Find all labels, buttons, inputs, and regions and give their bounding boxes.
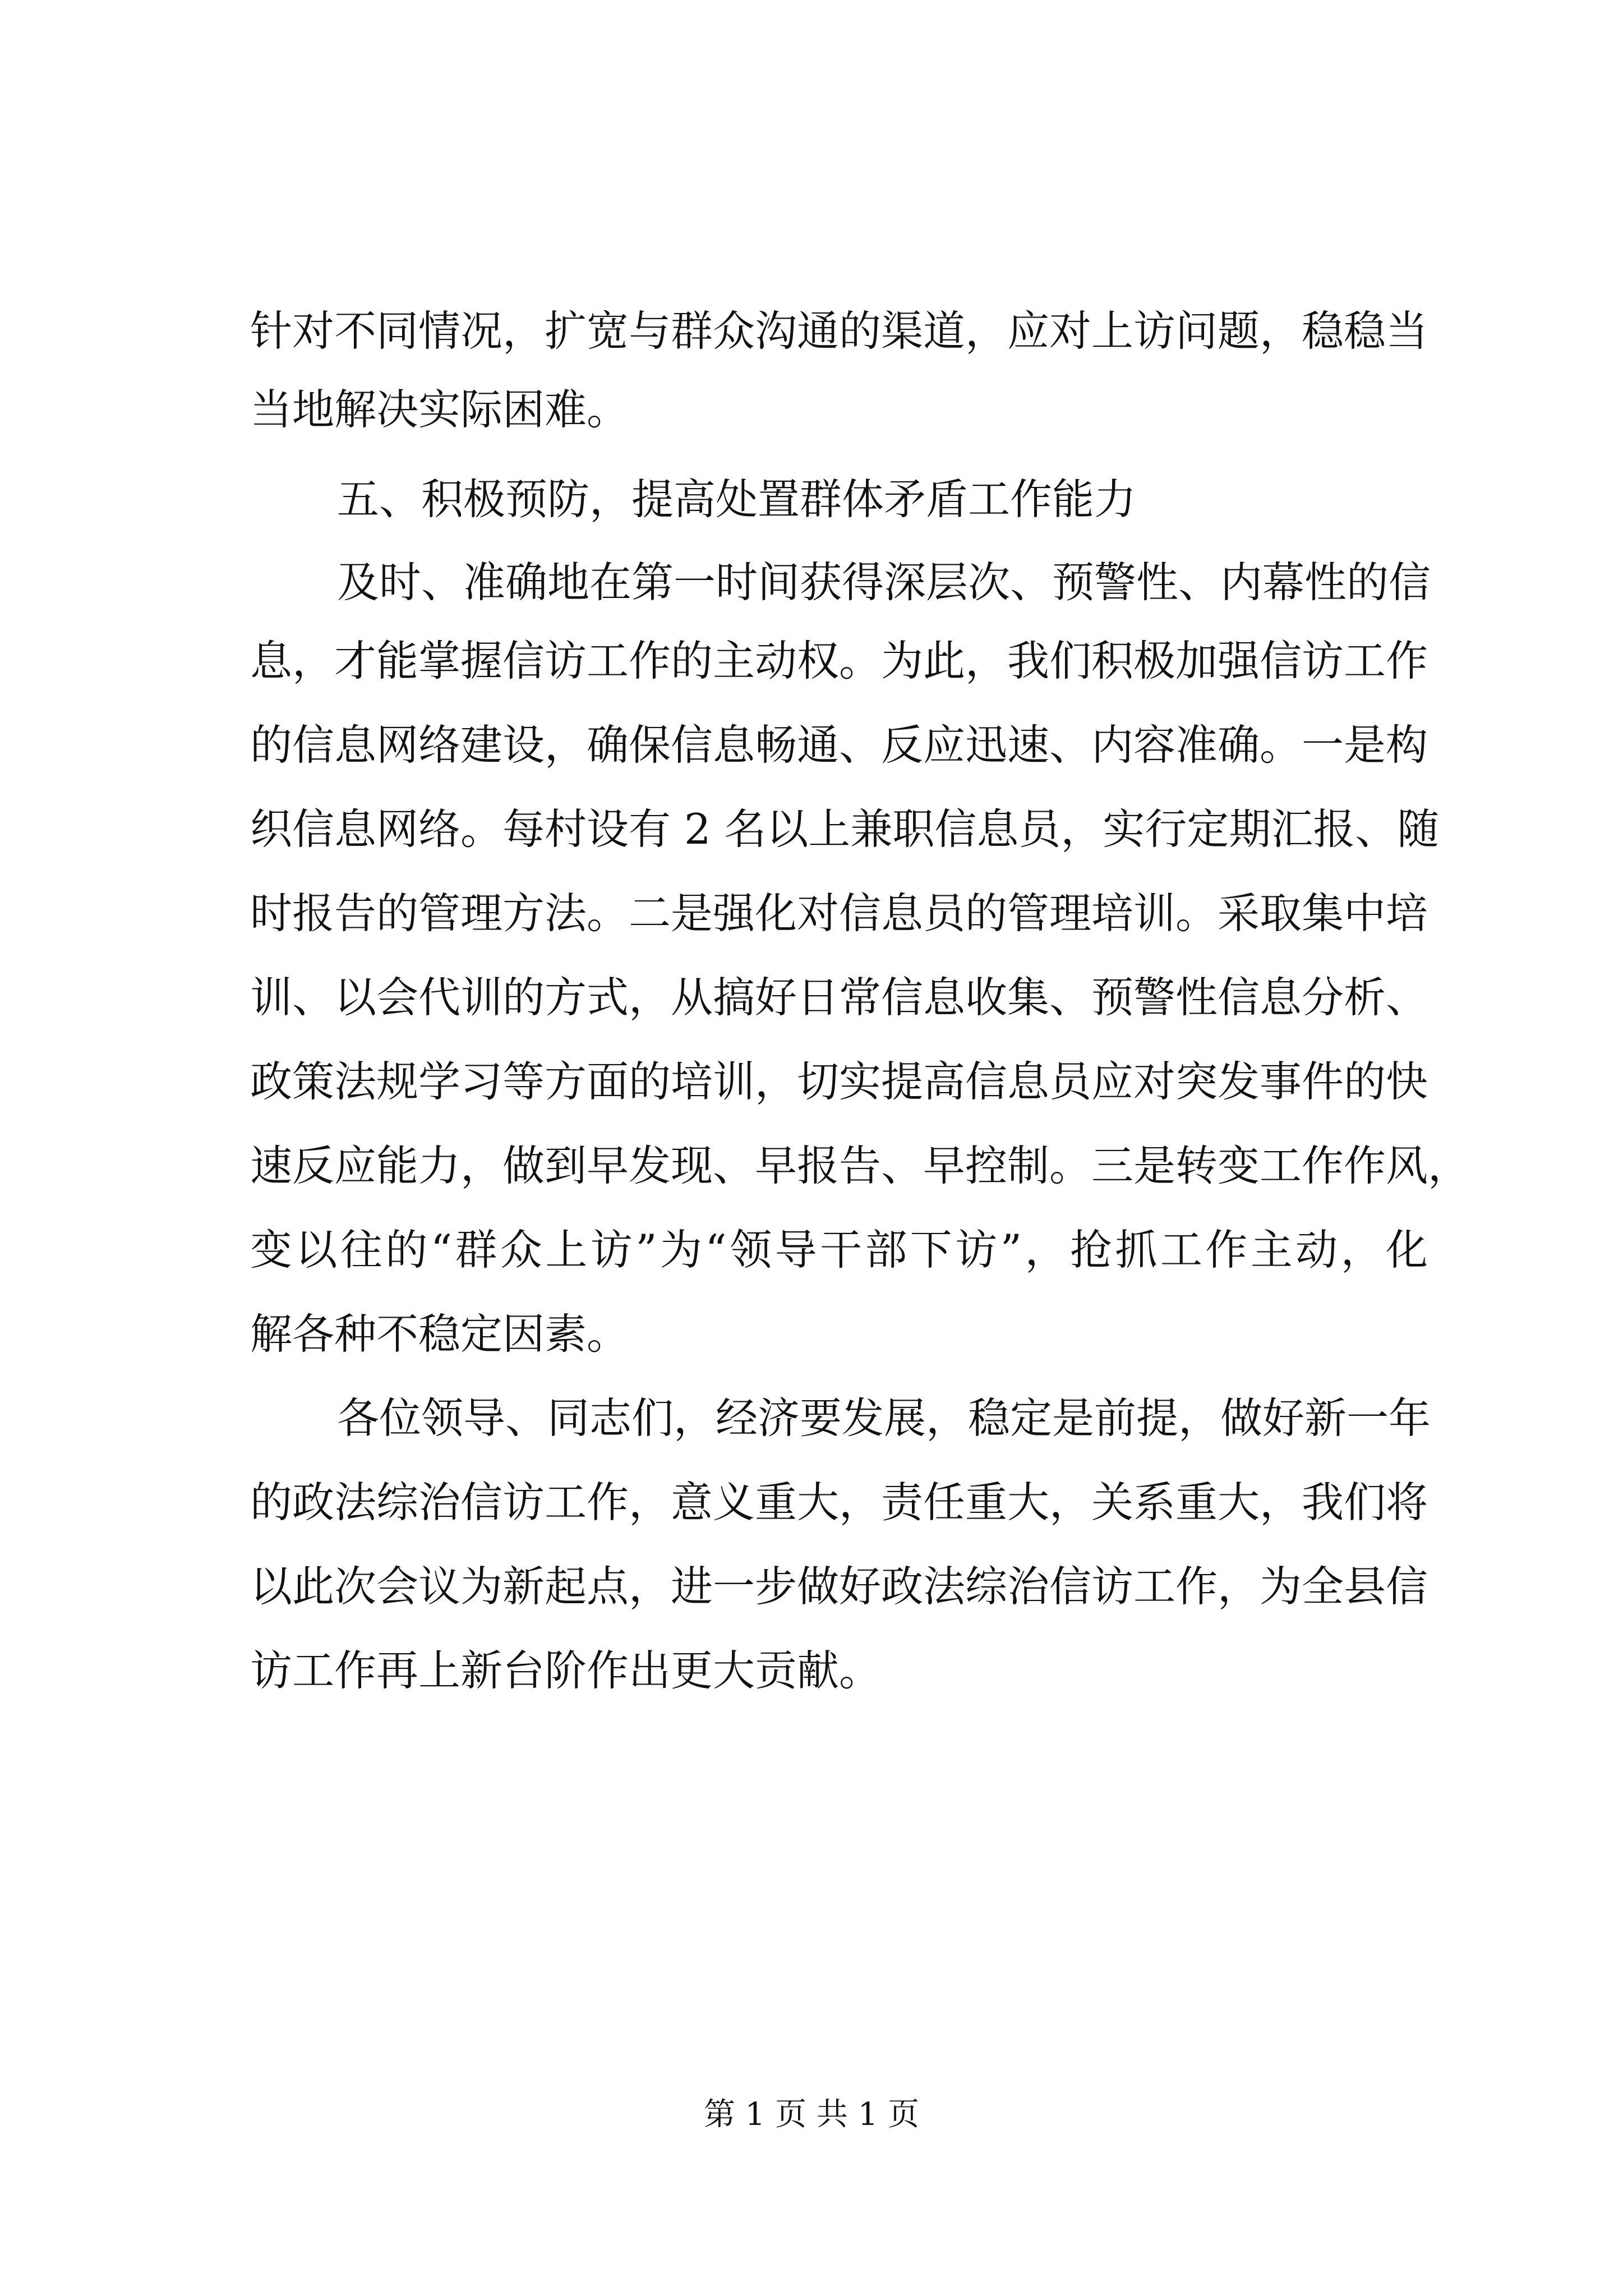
- paragraph-line: 变以往的“群众上访”为“领导干部下访”，抢抓工作主动，化: [250, 1225, 1428, 1274]
- paragraph-line: 解各种不稳定因素。: [250, 1309, 629, 1359]
- paragraph-line: 的信息网络建设，确保信息畅通、反应迅速、内容准确。一是构: [250, 720, 1428, 770]
- paragraph-line: 织信息网络。每村设有 2 名以上兼职信息员，实行定期汇报、随: [250, 804, 1440, 854]
- paragraph-line: 息，才能掌握信访工作的主动权。为此，我们积极加强信访工作: [250, 636, 1428, 685]
- paragraph-line: 的政法综治信访工作，意义重大，责任重大，关系重大，我们将: [250, 1478, 1428, 1527]
- paragraph-line: 以此次会议为新起点，进一步做好政法综治信访工作，为全县信: [250, 1562, 1428, 1611]
- paragraph-line: 访工作再上新台阶作出更大贡献。: [250, 1646, 882, 1695]
- paragraph-line: 针对不同情况，扩宽与群众沟通的渠道，应对上访问题，稳稳当: [250, 306, 1428, 356]
- paragraph-line: 及时、准确地在第一时间获得深层次、预警性、内幕性的信: [337, 558, 1431, 607]
- paragraph-line: 当地解决实际困难。: [250, 385, 629, 434]
- paragraph-line: 政策法规学习等方面的培训，切实提高信息员应对突发事件的快: [250, 1057, 1428, 1106]
- paragraph-line: 各位领导、同志们，经济要发展，稳定是前提，做好新一年: [337, 1393, 1431, 1443]
- page-footer: 第 1 页 共 1 页: [703, 2096, 920, 2133]
- paragraph-line: 训、以会代训的方式，从搞好日常信息收集、预警性信息分析、: [250, 973, 1428, 1022]
- paragraph-line: 速反应能力，做到早发现、早报告、早控制。三是转变工作作风，: [250, 1141, 1470, 1190]
- section-heading: 五、积极预防，提高处置群体矛盾工作能力: [337, 475, 1137, 524]
- paragraph-line: 时报告的管理方法。二是强化对信息员的管理培训。采取集中培: [250, 889, 1428, 938]
